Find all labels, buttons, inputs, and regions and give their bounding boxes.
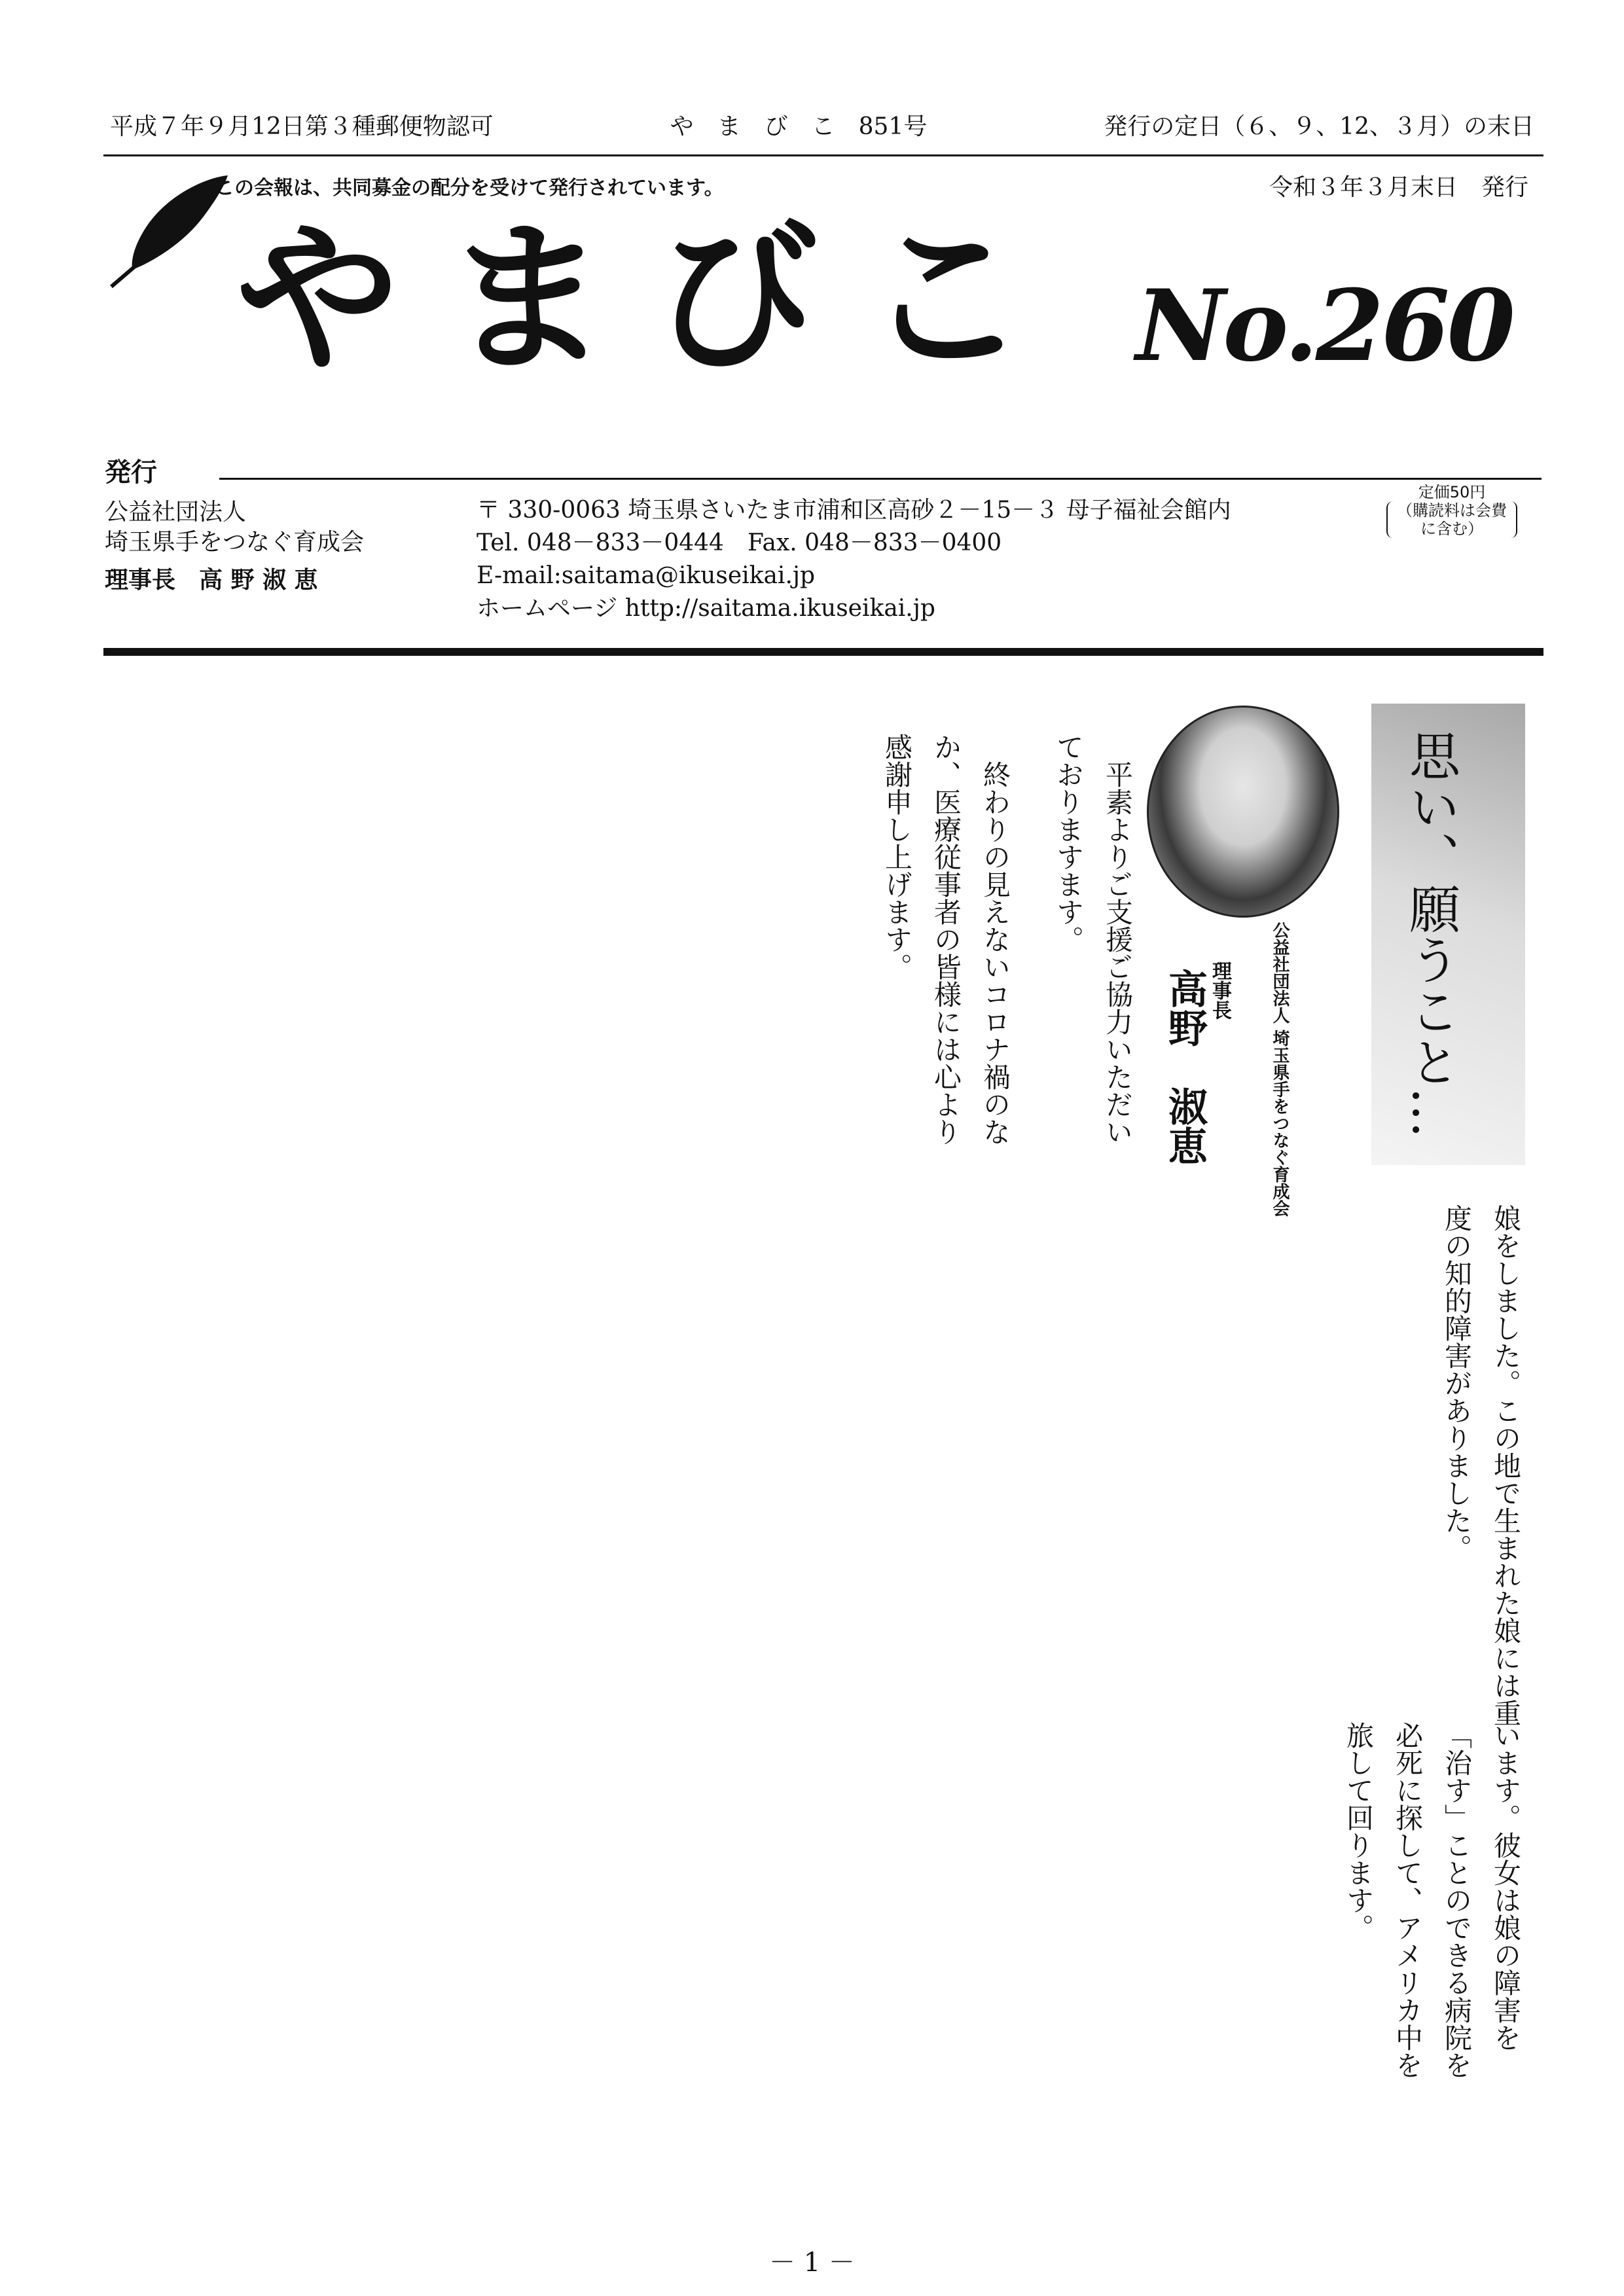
- masthead-divider: [103, 648, 1543, 656]
- issue-label: や ま び こ 851号: [670, 113, 928, 140]
- price-note: （購読料は会費に含む）: [1386, 501, 1517, 538]
- publisher-org: [105, 497, 364, 596]
- author-photo: [1147, 706, 1339, 918]
- top-header-line: [110, 98, 1534, 151]
- email[interactable]: E-mail:saitama@ikuseikai.jp: [477, 562, 816, 589]
- article-block-4: [110, 1721, 1530, 2101]
- publisher-divider: [219, 478, 1542, 480]
- postal-permit: 平成７年９月12日第３種郵便物認可: [110, 113, 494, 140]
- author-title: 理事長: [1208, 961, 1231, 1020]
- funding-note: この会報は、共同募金の配分を受けて発行されています。: [215, 177, 724, 200]
- feature-title: 思い、願うこと…: [1401, 730, 1460, 1138]
- price: 定価50円: [1418, 483, 1486, 501]
- article-paragraph: います。彼女は娘の障害を「治す」ことのできる病院を必死に探して、アメリカ中を旅して回ります。: [1343, 1721, 1522, 2079]
- top-divider: [103, 154, 1543, 156]
- homepage[interactable]: ホームページ http://saitama.ikuseikai.jp: [477, 595, 935, 622]
- article-block-3: [110, 1204, 1530, 1728]
- org-name: 埼玉県手をつなぐ育成会: [105, 529, 365, 556]
- address: 〒 330-0063 埼玉県さいたま市浦和区高砂２－15－３ 母子福祉会館内: [477, 497, 1231, 524]
- feature-title-box: [1371, 704, 1525, 1165]
- publication-schedule: 発行の定日（６、９、12、３月）の末日: [1104, 113, 1534, 140]
- issue-number: No.260: [1136, 268, 1513, 384]
- price-box: [1386, 483, 1517, 538]
- masthead-logo: やまびこ: [236, 202, 1074, 394]
- chairperson: 理事長 高 野 淑 恵: [105, 567, 318, 594]
- article-block-2: [110, 733, 1020, 1158]
- article-paragraph: 平素よりご支援ご協力いただいておりますます。: [1053, 733, 1134, 1145]
- article-block-1: [1031, 733, 1142, 1158]
- tel-fax: Tel. 048－833－0444 Fax. 048－833－0400: [477, 529, 1002, 556]
- org-type: 公益社団法人: [105, 499, 247, 526]
- page-number: － 1 －: [769, 2248, 855, 2278]
- issue-date: 令和３年３月末日 発行: [1269, 174, 1528, 201]
- author-org: 公益社団法人 埼玉県手をつなぐ育成会: [1270, 922, 1290, 1217]
- article-paragraph: 娘をしました。この地で生まれた娘には重度の知的障害がありました。: [1441, 1204, 1522, 1727]
- author-name: 高野 淑恵: [1162, 969, 1208, 1165]
- publisher-label: 発行: [105, 457, 157, 488]
- article-paragraph: 終わりの見えないコロナ禍のなか、医療従事者の皆様には心より感謝申し上げます。: [881, 733, 1011, 1145]
- contact-block: [477, 494, 1231, 625]
